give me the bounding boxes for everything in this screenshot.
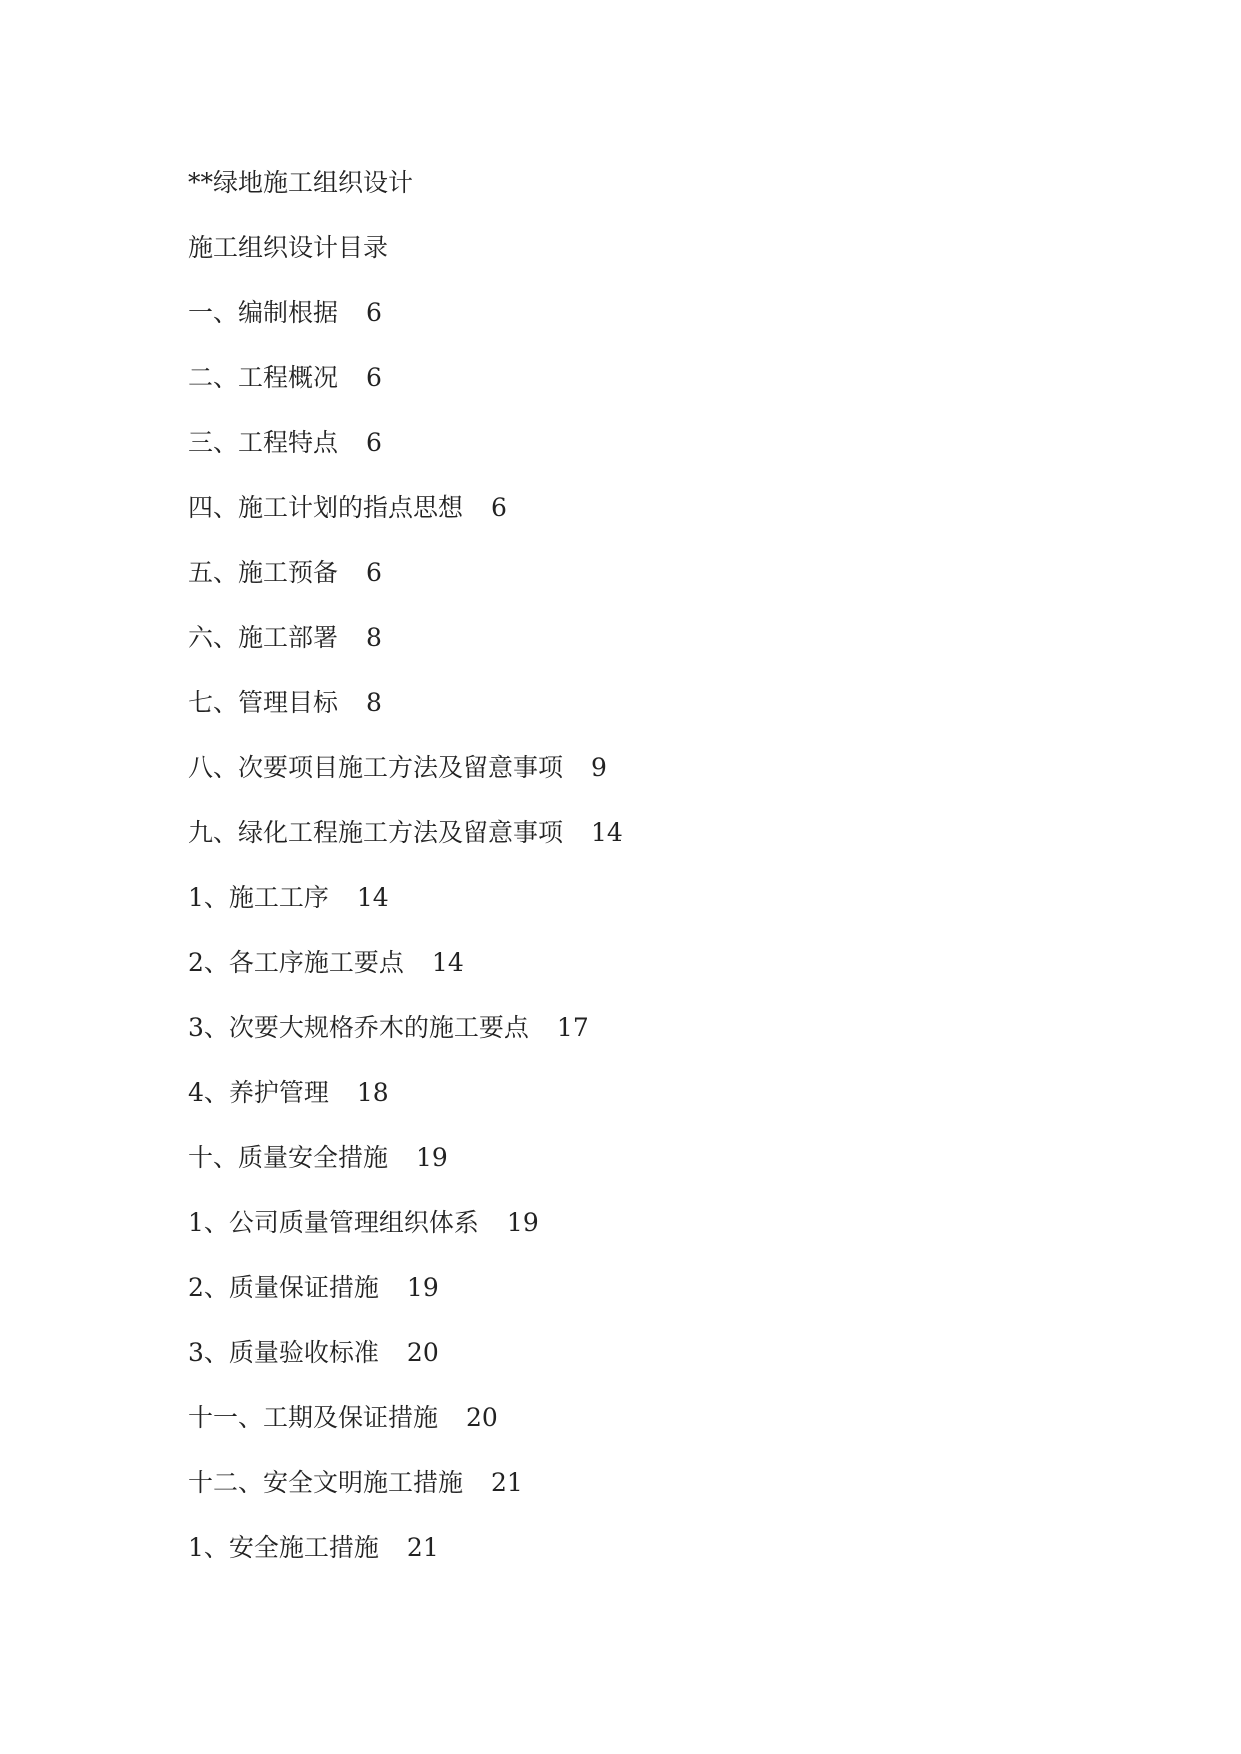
toc-entry [188, 290, 623, 355]
toc-entry-label: 3、次要大规格乔木的施工要点 [188, 1013, 529, 1042]
toc-entry-page: 19 [406, 1273, 439, 1302]
toc-entry [188, 485, 623, 550]
toc-entry [188, 1005, 623, 1070]
toc-entry [188, 550, 623, 615]
toc-entry [188, 810, 623, 875]
toc-entry-label: 五、施工预备 [188, 558, 339, 587]
toc-entry [188, 1395, 623, 1460]
toc-entry-page: 17 [556, 1013, 589, 1042]
toc-entry-page: 6 [366, 363, 382, 392]
toc-entry-label: 四、施工计划的指点思想 [188, 493, 464, 522]
toc-entry-label: 4、养护管理 [188, 1078, 329, 1107]
toc-entry-page: 19 [506, 1208, 539, 1237]
toc-entry-page: 21 [491, 1468, 523, 1497]
toc-entry-label: 2、各工序施工要点 [188, 948, 404, 977]
toc-entry [188, 1070, 623, 1135]
toc-entry-label: 十、质量安全措施 [188, 1143, 389, 1172]
toc-entry-label: 九、绿化工程施工方法及留意事项 [188, 818, 564, 847]
toc-entry [188, 1265, 623, 1330]
toc-entry-page: 8 [366, 688, 382, 717]
toc-entry [188, 1135, 623, 1200]
toc-heading: 施工组织设计目录 [188, 233, 389, 262]
toc-entry-label: 八、次要项目施工方法及留意事项 [188, 753, 564, 782]
toc-entry-page: 9 [591, 753, 607, 782]
toc-entry [188, 745, 623, 810]
toc-entry-label: 三、工程特点 [188, 428, 339, 457]
toc-entry-page: 6 [366, 558, 382, 587]
toc-entry-label: 3、质量验收标准 [188, 1338, 379, 1367]
toc-entry-page: 20 [466, 1403, 498, 1432]
toc-entry-page: 14 [431, 948, 464, 977]
toc-entry-page: 14 [356, 883, 389, 912]
toc-entry [188, 355, 623, 420]
toc-entry-label: 七、管理目标 [188, 688, 339, 717]
toc-entry [188, 940, 623, 1005]
toc-entry-page: 21 [406, 1533, 439, 1562]
toc-entry-page: 6 [491, 493, 507, 522]
toc-entry [188, 1200, 623, 1265]
toc-entry [188, 615, 623, 680]
toc-entry [188, 1525, 623, 1590]
toc-entry-page: 6 [366, 298, 382, 327]
toc-entry-label: 1、安全施工措施 [188, 1533, 379, 1562]
toc-entry-label: 十二、安全文明施工措施 [188, 1468, 464, 1497]
document-title: **绿地施工组织设计 [188, 168, 414, 197]
toc-entry-page: 20 [406, 1338, 439, 1367]
toc-entry-page: 6 [366, 428, 382, 457]
toc-entry-label: 2、质量保证措施 [188, 1273, 379, 1302]
toc-entry [188, 1460, 623, 1525]
toc-entry-page: 19 [416, 1143, 448, 1172]
toc-entry-label: 1、施工工序 [188, 883, 329, 912]
toc-entry [188, 680, 623, 745]
toc-entry-label: 1、公司质量管理组织体系 [188, 1208, 479, 1237]
toc-entry [188, 1330, 623, 1395]
toc-entry-page: 8 [366, 623, 382, 652]
toc-entry-page: 18 [356, 1078, 389, 1107]
toc-entry-label: 一、编制根据 [188, 298, 339, 327]
toc-entry-page: 14 [591, 818, 623, 847]
toc-entry [188, 875, 623, 940]
document-content [188, 160, 623, 1590]
toc-entry-label: 二、工程概况 [188, 363, 339, 392]
toc-entry-label: 十一、工期及保证措施 [188, 1403, 439, 1432]
toc-entry-label: 六、施工部署 [188, 623, 339, 652]
toc-entry [188, 420, 623, 485]
